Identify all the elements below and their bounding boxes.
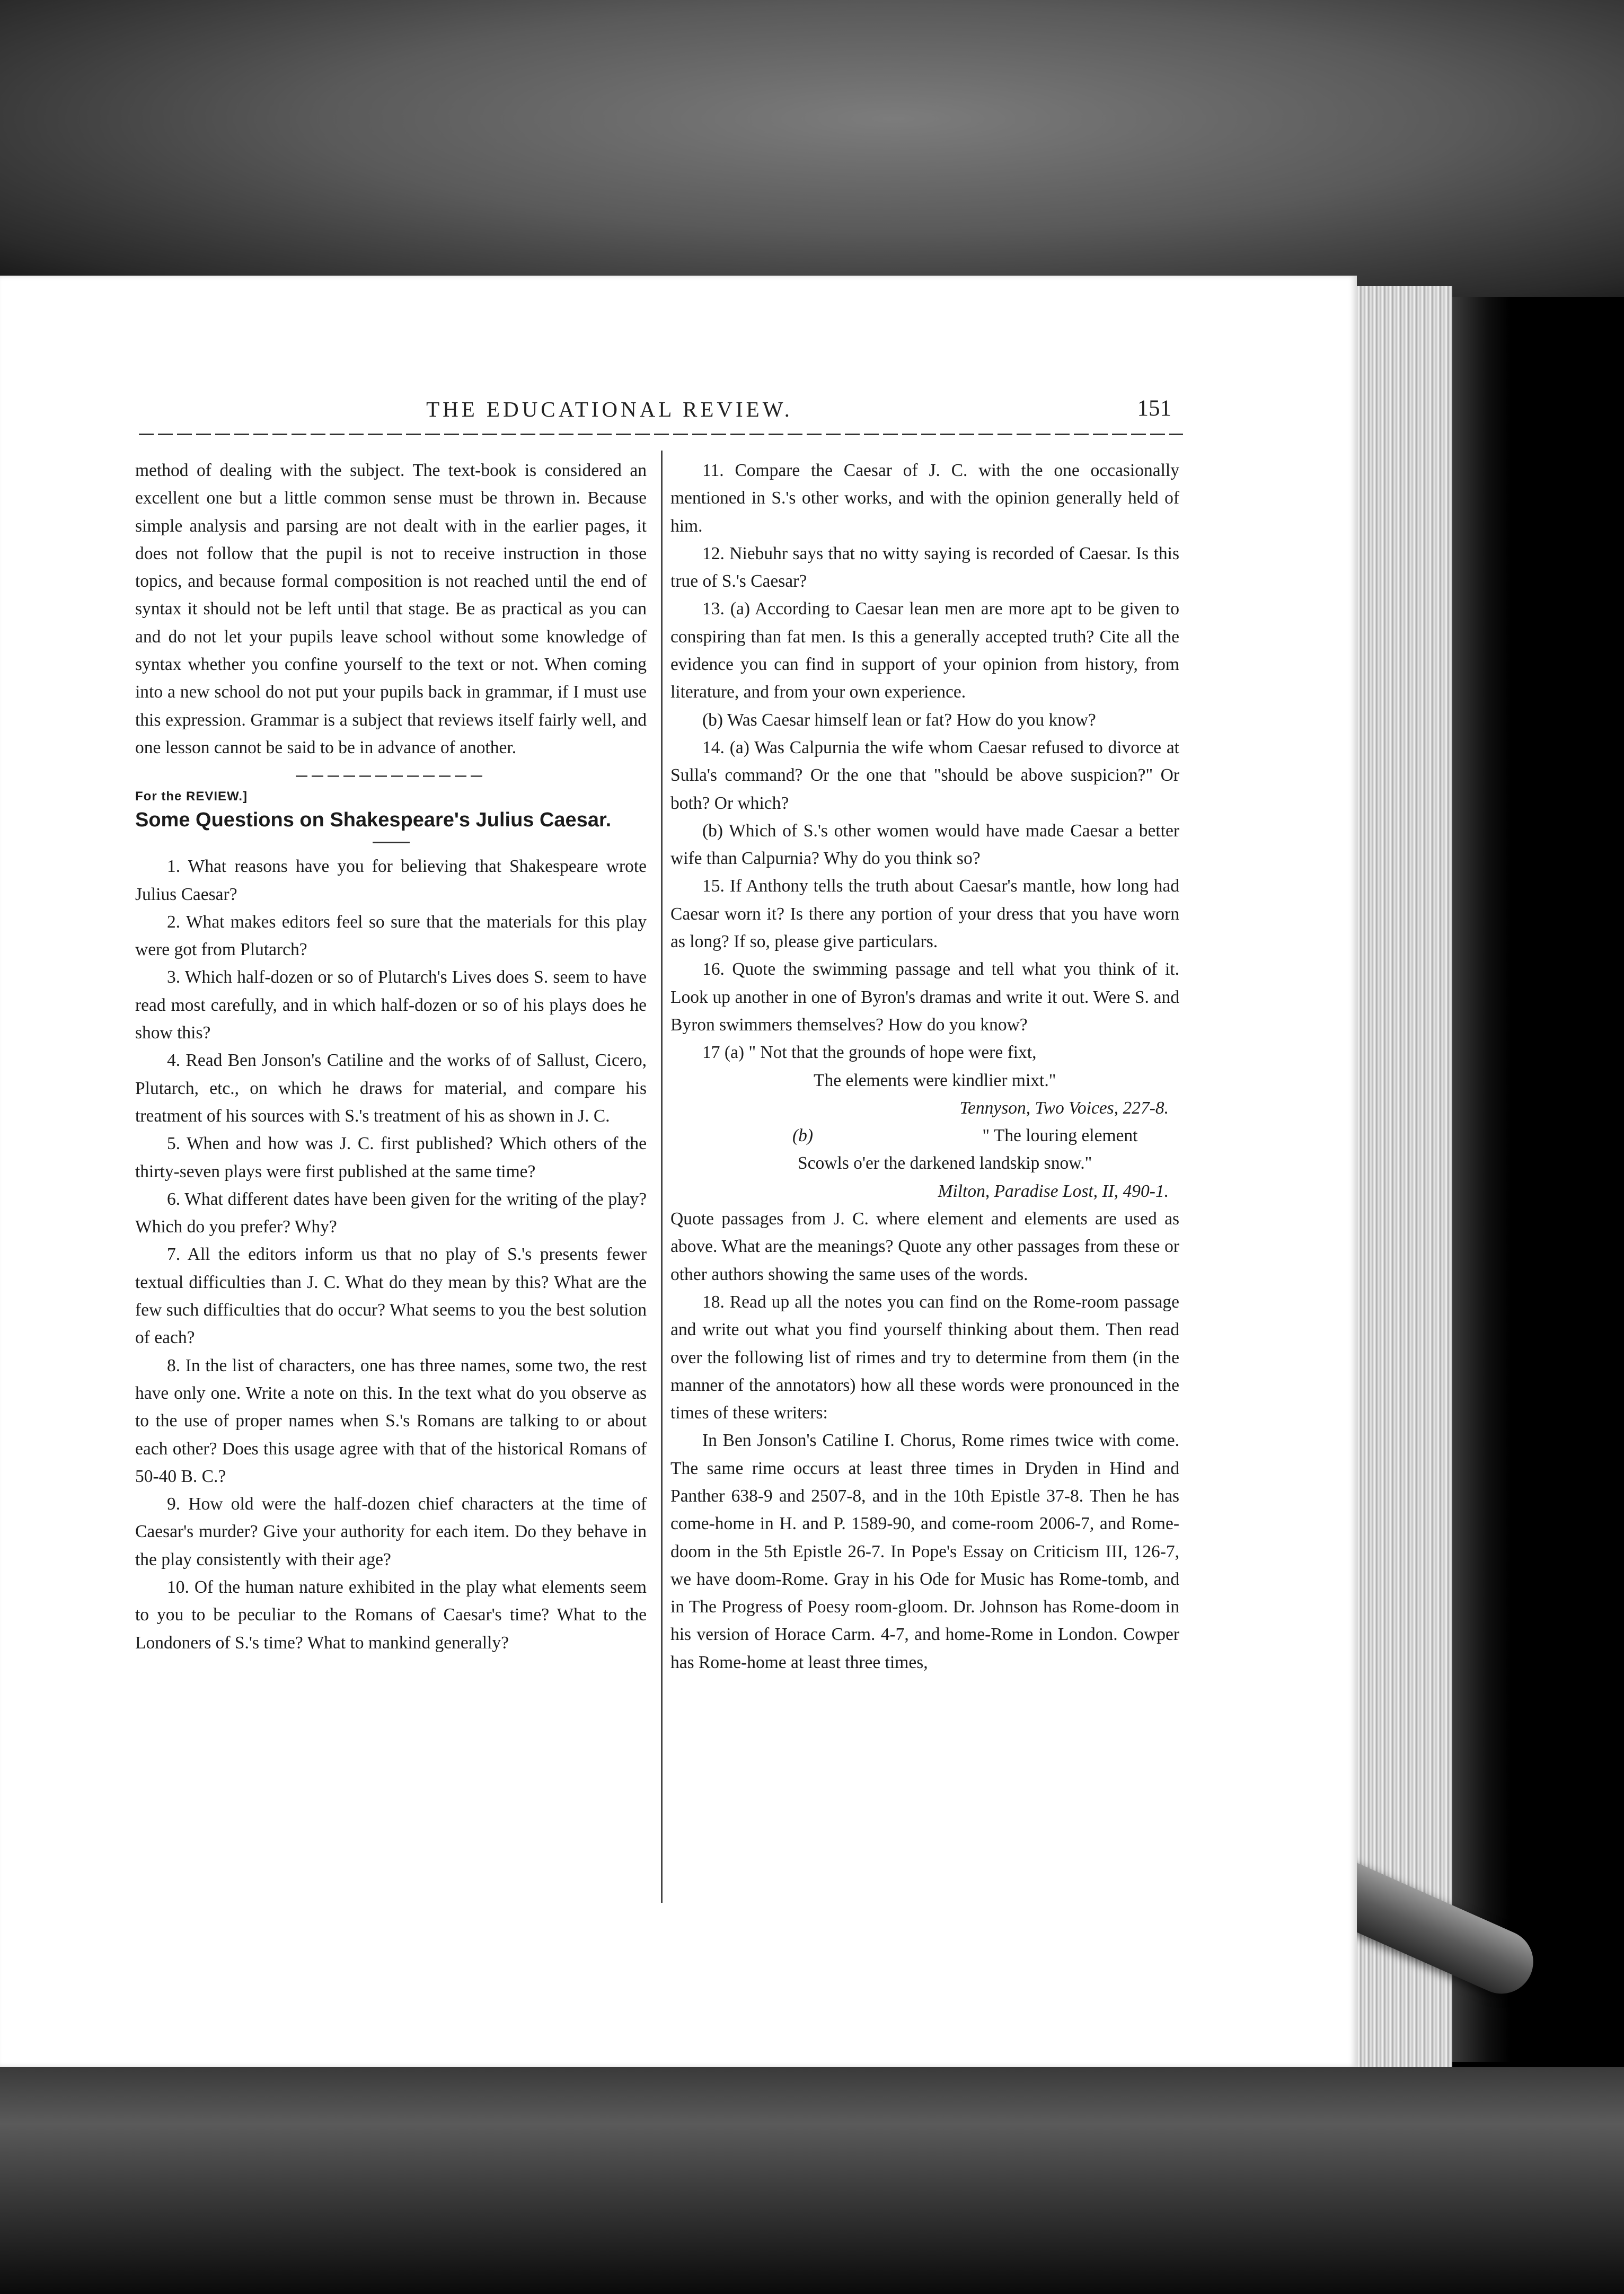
quote-b-line-2: Scowls o'er the darkened landskip snow." xyxy=(798,1153,1092,1174)
section-title: Some Questions on Shakespeare's Julius Caesar. xyxy=(135,809,612,832)
question-13a: 13. (a) According to Caesar lean men are more apt to be given to conspiring than fat men. Is this a generally accepted truth? Cite all the evidence you can find in support of your opinion from history, from literature, and from your own experience. xyxy=(670,599,1179,702)
scan-background-bottom xyxy=(0,2067,1624,2294)
question-18: 18. Read up all the notes you can find on the Rome-room passage and write out what you find yourself thinking about them. Then read over the following list of rimes and try to determine from them (in the manner of the annotators) how all these words were pronounced in the times of these writers: xyxy=(670,1292,1179,1423)
question-7: 7. All the editors inform us that no play of S.'s presents fewer textual difficulties than J. C. What do they mean by this? What are the few such difficulties that do occur? What seems to you the best solution of each? xyxy=(135,1245,647,1348)
quote-a-line-2: The elements were kindlier mixt." xyxy=(814,1070,1056,1090)
quote-b-line-1: " The louring element xyxy=(982,1126,1138,1146)
left-column xyxy=(135,457,647,1657)
quote-a-line-1: " Not that the grounds of hope were fixt, xyxy=(748,1043,1037,1063)
question-2: 2. What makes editors feel so sure that the materials for this play were got from Plutarch? xyxy=(135,912,647,960)
question-10: 10. Of the human nature exhibited in the play what elements seem to you to be peculiar to the Romans of Caesar's time? What to the Londoners of S.'s time? What to mankind generally? xyxy=(135,1577,647,1653)
question-17a-label: 17 (a) xyxy=(702,1043,745,1063)
quote-a-attribution: Tennyson, Two Voices, 227-8. xyxy=(959,1098,1169,1118)
continuation-paragraph: method of dealing with the subject. The text-book is considered an excellent one but a little common sense must be thrown in. Because simple analysis and parsing are not dealt with in the earlier pages, it does not follow that the pupil is not to receive instruction in those topics, and because formal composition is not reached until the end of syntax it should not be left until that stage. Be as practical as you can and do not let your pupils leave school without some knowledge of syntax whether you confine yourself to the text or not. When coming into a new school do not put your pupils back in grammar, if I must use this expression. Grammar is a subject that reviews itself fairly well, and one lesson cannot be said to be in advance of another. xyxy=(135,461,647,757)
question-14b: (b) Which of S.'s other women would have made Caesar a better wife than Calpurnia? Why do you think so? xyxy=(670,820,1179,869)
question-17a-line-1 xyxy=(670,1039,1179,1066)
question-1: 1. What reasons have you for believing that Shakespeare wrote Julius Caesar? xyxy=(135,857,647,904)
question-17b-line-1 xyxy=(670,1122,1179,1150)
question-4: 4. Read Ben Jonson's Catiline and the works of of Sallust, Cicero, Plutarch, etc., on which he draws for material, and compare his treatment of his sources with S.'s treatment of his as shown in J. C. xyxy=(135,1051,647,1126)
question-17b-label: (b) xyxy=(792,1126,814,1146)
question-17-followup: Quote passages from J. C. where element and elements are used as above. What are the meanings? Quote any other passages from these or other authors showing the same uses of the words. xyxy=(670,1209,1179,1284)
running-head: THE EDUCATIONAL REVIEW. xyxy=(426,397,793,421)
page-number: 151 xyxy=(1137,396,1171,421)
column-divider xyxy=(661,451,663,1903)
header-rule xyxy=(139,434,1183,435)
quote-b-attribution: Milton, Paradise Lost, II, 490-1. xyxy=(938,1181,1169,1201)
question-16: 16. Quote the swimming passage and tell what you think of it. Look up another in one of Byron's dramas and write it out. Were S. and Byron swimmers themselves? How do you know? xyxy=(670,959,1179,1035)
scan-background-top xyxy=(0,0,1624,297)
rime-paragraph: In Ben Jonson's Catiline I. Chorus, Rome rimes twice with come. The same rime occurs at least three times in Dryden in Hind and Panther 638-9 and 2507-8, and in the 10th Epistle 37-8. Then he has come-home in H. and P. 1589-90, and come-room 2006-7, and Rome-doom in the 5th Epistle 26-7. In Pope's Essay on Criticism III, 126-7, we have doom-Rome. Gray in his Ode for Music has Rome-tomb, and in The Progress of Poesy room-gloom. Dr. Johnson has Rome-doom in his version of Horace Carm. 4-7, and home-Rome in London. Cowper has Rome-home at least three times, xyxy=(670,1431,1179,1672)
right-column xyxy=(670,457,1179,1677)
question-5: 5. When and how was J. C. first published? Which others of the thirty-seven plays were first published at the same time? xyxy=(135,1134,647,1181)
question-11: 11. Compare the Caesar of J. C. with the one occasionally mentioned in S.'s other works, and with the opinion generally held of him. xyxy=(670,461,1179,536)
book-spine-shadow xyxy=(1452,297,1511,2062)
title-rule xyxy=(373,842,410,843)
question-12: 12. Niebuhr says that no witty saying is recorded of Caesar. Is this true of S.'s Caesar? xyxy=(670,543,1179,592)
question-3: 3. Which half-dozen or so of Plutarch's Lives does S. seem to have read most carefully, and in which half-dozen or so of his plays does he show this? xyxy=(135,967,647,1043)
question-9: 9. How old were the half-dozen chief characters at the time of Caesar's murder? Give your authority for each item. Do they behave in the play consistently with their age? xyxy=(135,1494,647,1569)
question-13b: (b) Was Caesar himself lean or fat? How do you know? xyxy=(702,710,1096,730)
question-14a: 14. (a) Was Calpurnia the wife whom Caesar refused to divorce at Sulla's command? Or the one that "should be above suspicion?" Or both? Or which? xyxy=(670,737,1179,813)
question-8: 8. In the list of characters, one has three names, some two, the rest have only one. Write a note on this. In the text what do you observe as to the use of proper names when S.'s Romans are talking to or about each other? Does this usage agree with that of the historical Romans of 50-40 B. C.? xyxy=(135,1355,647,1486)
section-tag: For the REVIEW.] xyxy=(135,789,248,804)
section-divider xyxy=(296,775,487,777)
question-6: 6. What different dates have been given for the writing of the play? Which do you prefer? Why? xyxy=(135,1189,647,1237)
question-15: 15. If Anthony tells the truth about Caesar's mantle, how long had Caesar worn it? Is there any portion of your dress that you have worn as long? If so, please give particulars. xyxy=(670,876,1179,952)
page-edges xyxy=(1357,286,1452,2067)
